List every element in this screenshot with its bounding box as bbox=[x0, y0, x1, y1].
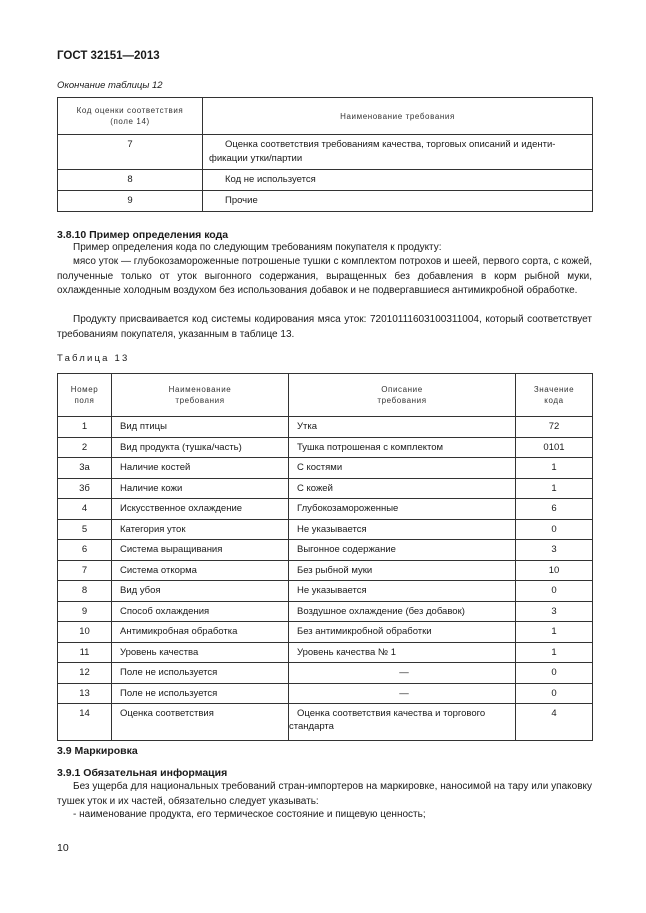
header-code-value bbox=[516, 374, 593, 417]
requirement-name-cell: Способ охлаждения bbox=[112, 601, 289, 622]
field-number-cell: 13 bbox=[58, 683, 112, 704]
section-3-8-10-heading: 3.8.10 Пример определения кода bbox=[57, 229, 229, 241]
requirement-name-cell: Антимикробная обработка bbox=[112, 622, 289, 643]
field-number-cell: 1 bbox=[58, 417, 112, 438]
table12-header-code bbox=[58, 98, 203, 135]
section-3-9-1-heading: 3.9.1 Обязательная информация bbox=[57, 767, 228, 779]
field-number-cell: 12 bbox=[58, 663, 112, 684]
field-number-cell: 3а bbox=[58, 458, 112, 479]
requirement-description-cell bbox=[289, 540, 516, 561]
code-value-cell: 72 bbox=[516, 417, 593, 438]
code-value-cell: 1 bbox=[516, 478, 593, 499]
table-row bbox=[58, 560, 593, 581]
requirement-name-cell: Вид птицы bbox=[112, 417, 289, 438]
table-row bbox=[58, 478, 593, 499]
description-line1: Не указывается bbox=[297, 585, 367, 596]
requirement-name-cell: Вид убоя bbox=[112, 581, 289, 602]
code-value-cell: 6 bbox=[516, 499, 593, 520]
field-number-cell: 4 bbox=[58, 499, 112, 520]
requirement-cell bbox=[203, 135, 593, 170]
field-number-cell: 9 bbox=[58, 601, 112, 622]
requirement-description-cell bbox=[289, 478, 516, 499]
section-3-8-10-p1: Пример определения кода по следующим требованиям покупателя к продукту: bbox=[73, 242, 442, 253]
table-row bbox=[58, 683, 593, 704]
section-3-8-10-p2: мясо уток — глубокозамороженные потрошеные тушки с комплектом потрохов и шеей, первого сорта, с кожей, полученные только от уток выгонного содержания, выращенных без добавления в корм рыбной муки, охлажденные холодным воздухом без использования добавок и не подвергавшиеся антимикробной обработке. bbox=[57, 256, 592, 296]
requirement-name-cell: Искусственное охлаждение bbox=[112, 499, 289, 520]
requirement-description-cell bbox=[289, 663, 516, 684]
description-line1: Не указывается bbox=[297, 523, 367, 535]
table12-header-name: Наименование требования bbox=[203, 98, 593, 135]
requirement-name-cell: Система откорма bbox=[112, 560, 289, 581]
requirement-cell bbox=[203, 191, 593, 212]
requirement-line2: фикации утки/партии bbox=[209, 153, 303, 164]
description-line1: Выгонное содержание bbox=[297, 544, 396, 555]
requirement-name-cell: Наличие кожи bbox=[112, 478, 289, 499]
code-value-cell: 0 bbox=[516, 663, 593, 684]
requirement-line1: Оценка соответствия требованиям качества, торговых описаний и иденти- bbox=[225, 139, 556, 150]
section-3-9-1-p1: Без ущерба для национальных требований стран-импортеров на маркировке, наносимой на тару или упаковку тушек уток и их частей, обязательно следует указывать: bbox=[57, 781, 592, 807]
requirement-description-cell bbox=[289, 601, 516, 622]
description-line1: — bbox=[399, 687, 409, 699]
description-line1: Воздушное охлаждение (без добавок) bbox=[297, 605, 465, 617]
code-value-cell: 3 bbox=[516, 601, 593, 622]
header-name-line2: требования bbox=[175, 396, 225, 405]
requirement-name-cell: Поле не используется bbox=[112, 663, 289, 684]
section-3-8-10-p3: Продукту присваивается код системы кодирования мяса уток: 72010111603100311004, который соответствует требованиям покупателя, указанным в таблице 13. bbox=[57, 314, 592, 340]
code-value-cell: 0101 bbox=[516, 437, 593, 458]
description-line1: С кожей bbox=[297, 482, 333, 494]
standard-header: ГОСТ 32151—2013 bbox=[57, 50, 160, 62]
page-number: 10 bbox=[57, 842, 69, 854]
requirement-description-cell bbox=[289, 683, 516, 704]
code-cell: 8 bbox=[58, 170, 203, 191]
requirement-line1: Прочие bbox=[225, 195, 258, 206]
code-value-cell: 4 bbox=[516, 704, 593, 741]
table12-header-row bbox=[58, 98, 593, 135]
code-value-cell: 1 bbox=[516, 642, 593, 663]
code-value-cell: 0 bbox=[516, 581, 593, 602]
code-value-cell: 0 bbox=[516, 519, 593, 540]
header-field-line1: Номер bbox=[70, 385, 99, 394]
table-row bbox=[58, 135, 593, 170]
requirement-name-cell: Наличие костей bbox=[112, 458, 289, 479]
description-line1: Без рыбной муки bbox=[297, 564, 373, 576]
table-row bbox=[58, 191, 593, 212]
table-row bbox=[58, 499, 593, 520]
table-row bbox=[58, 170, 593, 191]
section-3-9-heading: 3.9 Маркировка bbox=[57, 745, 138, 757]
table-row bbox=[58, 601, 593, 622]
description-line1: — bbox=[399, 667, 409, 678]
table-13 bbox=[57, 373, 593, 741]
header-value-line1: Значение bbox=[533, 385, 575, 394]
requirement-cell bbox=[203, 170, 593, 191]
requirement-description-cell bbox=[289, 560, 516, 581]
code-value-cell: 1 bbox=[516, 458, 593, 479]
field-number-cell: 14 bbox=[58, 704, 112, 741]
requirement-line1: Код не используется bbox=[225, 174, 316, 185]
header-desc-line2: требования bbox=[377, 396, 427, 405]
field-number-cell: 7 bbox=[58, 560, 112, 581]
table-row bbox=[58, 642, 593, 663]
header-desc-line1: Описание bbox=[381, 385, 423, 394]
field-number-cell: 5 bbox=[58, 519, 112, 540]
header-field-line2: поля bbox=[74, 396, 95, 405]
table13-header-row bbox=[58, 374, 593, 417]
header-requirement-name bbox=[112, 374, 289, 417]
table-row bbox=[58, 540, 593, 561]
header-field-number bbox=[58, 374, 112, 417]
requirement-description-cell bbox=[289, 499, 516, 520]
table-row bbox=[58, 437, 593, 458]
table-row bbox=[58, 417, 593, 438]
header-value-line2: кода bbox=[544, 396, 564, 405]
table13-caption: Таблица 13 bbox=[57, 353, 130, 364]
requirement-description-cell bbox=[289, 437, 516, 458]
requirement-name-cell: Оценка соответствия bbox=[112, 704, 289, 741]
requirement-description-cell bbox=[289, 458, 516, 479]
table-row bbox=[58, 622, 593, 643]
description-line1: Тушка потрошеная с комплектом bbox=[297, 441, 444, 453]
requirement-description-cell bbox=[289, 642, 516, 663]
code-value-cell: 0 bbox=[516, 683, 593, 704]
requirement-description-cell bbox=[289, 704, 516, 741]
header-requirement-description bbox=[289, 374, 516, 417]
requirement-description-cell bbox=[289, 519, 516, 540]
table-12 bbox=[57, 97, 593, 212]
code-value-cell: 10 bbox=[516, 560, 593, 581]
table12-caption: Окончание таблицы 12 bbox=[57, 80, 163, 91]
header-name-line1: Наименование bbox=[168, 385, 232, 394]
field-number-cell: 10 bbox=[58, 622, 112, 643]
requirement-name-cell: Уровень качества bbox=[112, 642, 289, 663]
requirement-name-cell: Система выращивания bbox=[112, 540, 289, 561]
description-line1: Уровень качества № 1 bbox=[297, 646, 396, 658]
table-row bbox=[58, 458, 593, 479]
requirement-description-cell bbox=[289, 622, 516, 643]
field-number-cell: 11 bbox=[58, 642, 112, 663]
description-line1: Утка bbox=[297, 421, 318, 432]
requirement-name-cell: Категория уток bbox=[112, 519, 289, 540]
description-line1: С костями bbox=[297, 462, 343, 473]
field-number-cell: 2 bbox=[58, 437, 112, 458]
header-code-line1: Код оценки соответствия bbox=[76, 106, 184, 115]
field-number-cell: 6 bbox=[58, 540, 112, 561]
description-line1: Глубокозамороженные bbox=[297, 503, 399, 514]
code-cell: 9 bbox=[58, 191, 203, 212]
description-line1: Оценка соответствия качества и торгового bbox=[297, 708, 486, 719]
table-row bbox=[58, 519, 593, 540]
header-code-line2: (поле 14) bbox=[110, 117, 150, 126]
table-row bbox=[58, 581, 593, 602]
section-3-9-1-p2: - наименование продукта, его термическое состояние и пищевую ценность; bbox=[73, 809, 426, 820]
requirement-name-cell: Вид продукта (тушка/часть) bbox=[112, 437, 289, 458]
field-number-cell: 3б bbox=[58, 478, 112, 499]
code-value-cell: 1 bbox=[516, 622, 593, 643]
requirement-name-cell: Поле не используется bbox=[112, 683, 289, 704]
code-value-cell: 3 bbox=[516, 540, 593, 561]
field-number-cell: 8 bbox=[58, 581, 112, 602]
table-row bbox=[58, 663, 593, 684]
requirement-description-cell bbox=[289, 417, 516, 438]
table-row bbox=[58, 704, 593, 741]
description-line2: стандарта bbox=[289, 721, 334, 732]
description-line1: Без антимикробной обработки bbox=[297, 626, 432, 637]
code-cell: 7 bbox=[58, 135, 203, 170]
requirement-description-cell bbox=[289, 581, 516, 602]
